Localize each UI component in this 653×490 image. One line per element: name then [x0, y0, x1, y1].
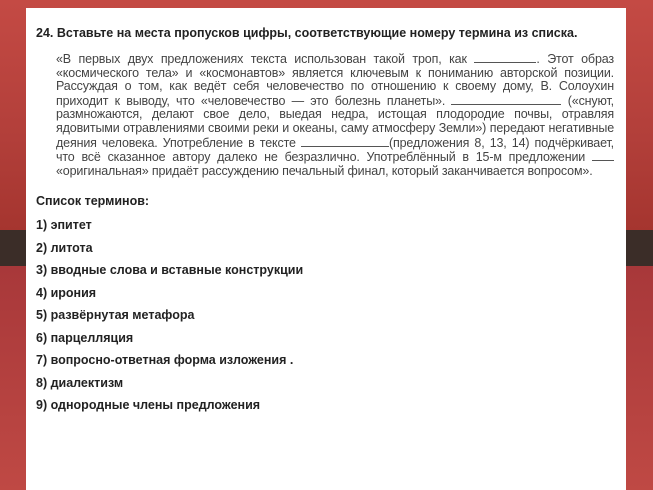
task-title: 24. Вставьте на места пропусков цифры, соответствующие номеру термина из списка. [36, 26, 578, 40]
terms-list-title: Список терминов: [36, 194, 150, 209]
term-item-3: 3) вводные слова и вставные конструкции [36, 263, 304, 278]
task-text-part-4: (предложения 8, 13, 14) подчёркивает, что всё сказанное автору далеко не безразлично. Употреблённый в 15-м предложении [56, 135, 615, 165]
terms-list [36, 214, 614, 417]
term-item-6: 6) парцелляция [36, 330, 134, 345]
term-item-7: 7) вопросно-ответная форма изложения . [36, 353, 294, 368]
task-text-part-1: «В первых двух предложениях текста использован такой троп, как [56, 52, 467, 66]
task-card [26, 8, 626, 490]
task-text-part-5: «оригинальная» придаёт рассуждению печальный финал, который заканчивается вопросом». [56, 163, 593, 178]
term-item-9: 9) однородные члены предложения [36, 398, 261, 413]
task-text [56, 52, 614, 178]
answer-blank-1[interactable] [474, 52, 536, 63]
answer-blank-4[interactable] [592, 150, 614, 161]
task-text-part-3: («снуют, размножаются, делают свое дело, выедая недра, истощая плодородие почвы, отравляя ядовитыми отравлениями своими реки и океаны, саму атмосферу Земли») передают негативные деяния человека. Употребление в тексте [56, 93, 614, 150]
term-item-2: 2) литота [36, 240, 93, 255]
term-item-5: 5) развёрнутая метафора [36, 308, 195, 323]
task-text-part-2: . Этот образ «космического тела» и «космонавтов» является ключевым к пониманию авторской позиции. Рассуждая о том, как ведёт себя человечество по отношению к своему дому, В. Солоухин приходит к выводу, что «человечество — это болезнь планеты». [56, 52, 614, 108]
term-item-8: 8) диалектизм [36, 375, 124, 390]
term-item-4: 4) ирония [36, 285, 97, 300]
term-item-1: 1) эпитет [36, 218, 92, 233]
answer-blank-2[interactable] [451, 94, 561, 105]
answer-blank-3[interactable] [301, 136, 389, 147]
